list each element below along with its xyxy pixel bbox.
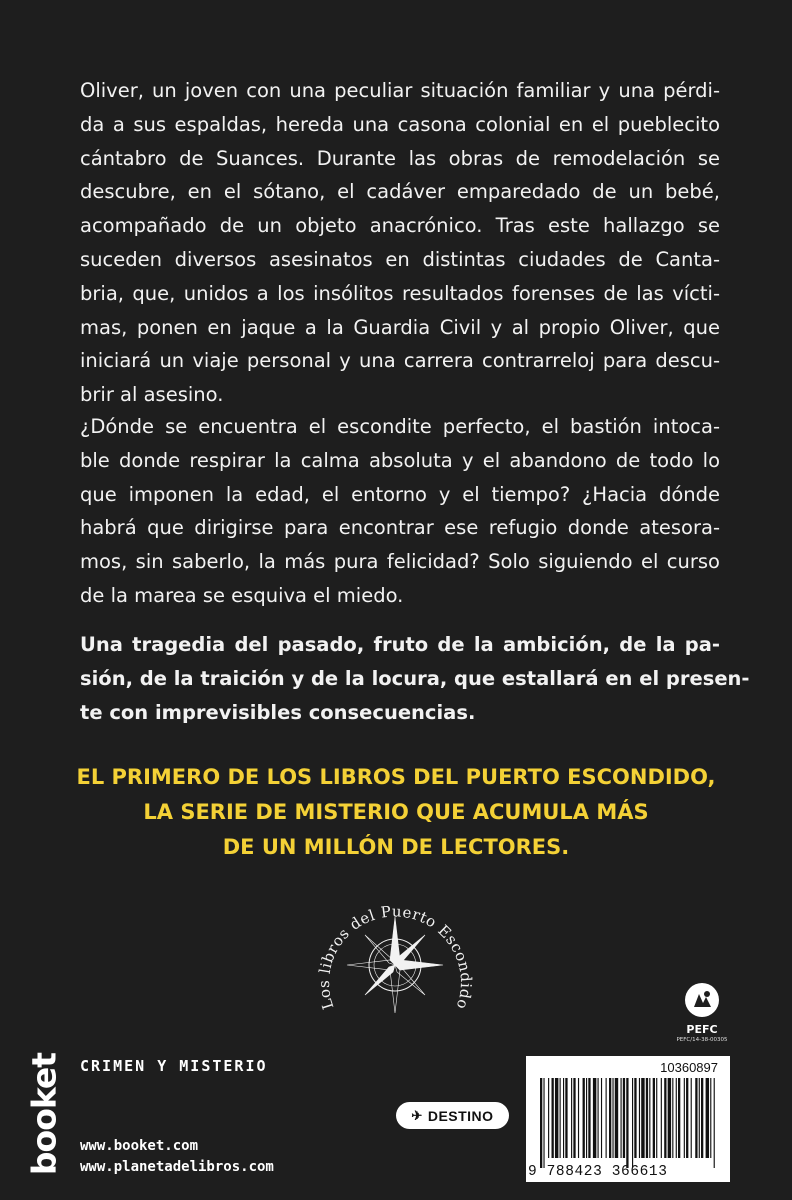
barcode-bar	[598, 1078, 599, 1158]
tagline-line: LA SERIE DE MISTERIO QUE ACUMULA MÁS	[143, 800, 649, 824]
pefc-certification	[676, 982, 728, 1043]
barcode-bar	[540, 1078, 542, 1168]
barcode-bar	[593, 1078, 596, 1158]
text-line: mos, sin saberlo, la más pura felicidad? Solo siguiendo el curso	[80, 550, 720, 574]
barcode-bar	[676, 1078, 677, 1158]
barcode-bar	[573, 1078, 575, 1158]
barcode-bar	[672, 1078, 673, 1158]
barcode-bar	[548, 1078, 549, 1158]
text-line: suceden diversos asesinatos en distintas ciudades de Canta-	[80, 247, 720, 271]
barcode-bar	[612, 1078, 613, 1158]
imprint-name: DESTINO	[427, 1107, 494, 1124]
text-line: te con imprevisibles consecuencias.	[80, 700, 476, 724]
barcode-bar	[632, 1078, 633, 1168]
barcode	[526, 1056, 730, 1182]
barcode-bar	[639, 1078, 640, 1158]
destino-mark-icon: ✈	[411, 1107, 423, 1123]
publisher-url[interactable]: www.booket.com	[80, 1138, 199, 1154]
text-line: cántabro de Suances. Durante las obras de remodelación se	[80, 146, 720, 170]
barcode-bar	[701, 1078, 703, 1158]
pefc-label: PEFC	[686, 1023, 718, 1036]
store-url[interactable]: www.planetadelibros.com	[80, 1159, 274, 1175]
barcode-bar	[588, 1078, 590, 1158]
barcode-bar	[678, 1078, 680, 1158]
imprint-badge	[396, 1102, 509, 1129]
barcode-bar	[686, 1078, 688, 1158]
text-line: Oliver, un joven con una peculiar situación familiar y una pérdi-	[80, 79, 720, 102]
text-line: descubre, en el sótano, el cadáver emparedado de un bebé,	[80, 180, 720, 204]
barcode-bar	[623, 1078, 625, 1158]
barcode-bar	[656, 1078, 657, 1158]
barcode-bar	[668, 1078, 671, 1158]
barcode-bar	[615, 1078, 618, 1158]
barcode-bar	[706, 1078, 709, 1158]
barcode-bar	[699, 1078, 700, 1158]
text-line: sión, de la traición y de la locura, que estallará en el presen-	[80, 666, 750, 690]
compass-rose-icon	[347, 917, 443, 1013]
barcode-bar	[710, 1078, 711, 1158]
barcode-bar	[661, 1078, 662, 1158]
text-line: brir al asesino.	[80, 383, 224, 407]
barcode-bar	[563, 1078, 564, 1158]
tagline-line: DE UN MILLÓN DE LECTORES.	[222, 835, 570, 859]
barcode-bar	[560, 1078, 561, 1158]
pefc-code: PEFC/14-38-00305	[676, 1037, 728, 1043]
question-paragraph	[80, 410, 720, 613]
barcode-bar	[578, 1078, 579, 1158]
pefc-tree-icon	[684, 982, 720, 1018]
text-line: ble donde respirar la calma absoluta y el abandono de todo lo	[80, 448, 720, 472]
tagline-line: EL PRIMERO DE LOS LIBROS DEL PUERTO ESCONDIDO,	[76, 765, 716, 789]
text-line: Una tragedia del pasado, fruto de la ambición, de la pa-	[80, 633, 720, 656]
internal-code: 10360897	[660, 1060, 718, 1075]
hook-paragraph	[80, 628, 750, 729]
barcode-bar	[641, 1078, 644, 1158]
barcode-bar	[543, 1078, 544, 1168]
text-line: habrá que dirigirse para encontrar ese refugio donde atesora-	[80, 516, 720, 540]
barcode-bar	[555, 1078, 558, 1158]
text-line: de la marea se esquiva el miedo.	[80, 583, 404, 607]
barcode-bar	[634, 1078, 636, 1158]
barcode-bar	[601, 1078, 602, 1158]
barcode-bar	[626, 1078, 628, 1168]
text-line: bria, que, unidos a los insólitos resultados forenses de las vícti-	[80, 281, 720, 305]
barcode-bar	[621, 1078, 622, 1158]
isbn-digits: 9 788423 366613	[528, 1164, 668, 1180]
barcode-bar	[583, 1078, 585, 1158]
text-line: mas, ponen en jaque a la Guardia Civil y al propio Oliver, que	[80, 315, 720, 339]
synopsis-paragraph	[80, 74, 720, 412]
barcode-bar	[609, 1078, 611, 1158]
barcode-bars	[540, 1078, 720, 1168]
barcode-bar	[552, 1078, 554, 1158]
publisher-logo	[20, 1052, 68, 1184]
text-line: acompañado de un objeto anacrónico. Tras este hallazgo se	[80, 214, 720, 238]
text-line: ¿Dónde se encuentra el escondite perfecto, el bastión intoca-	[80, 415, 720, 438]
barcode-bar	[646, 1078, 648, 1158]
series-tagline	[0, 760, 792, 865]
genre-label: CRIMEN Y MISTERIO	[80, 1057, 268, 1075]
barcode-bar	[714, 1078, 715, 1168]
barcode-bar	[695, 1078, 697, 1158]
text-line: iniciará un viaje personal y una carrera contrarreloj para descu-	[80, 349, 720, 373]
barcode-bar	[664, 1078, 666, 1158]
barcode-bar	[606, 1078, 607, 1158]
emblem-text: Los libros del Puerto Escondido	[314, 902, 476, 1012]
barcode-bar	[653, 1078, 655, 1158]
barcode-bar	[684, 1078, 685, 1158]
barcode-bar	[649, 1078, 650, 1158]
text-line: da a sus espaldas, hereda una casona colonial en el pueblecito	[80, 112, 720, 136]
barcode-bar	[565, 1078, 567, 1158]
barcode-bar	[691, 1078, 692, 1158]
barcode-bar	[586, 1078, 587, 1158]
text-line: que imponen la edad, el entorno y el tiempo? ¿Hacia dónde	[80, 482, 720, 506]
barcode-bar	[571, 1078, 572, 1158]
series-emblem	[305, 870, 485, 1050]
publisher-logo-text: booket	[24, 1052, 64, 1176]
